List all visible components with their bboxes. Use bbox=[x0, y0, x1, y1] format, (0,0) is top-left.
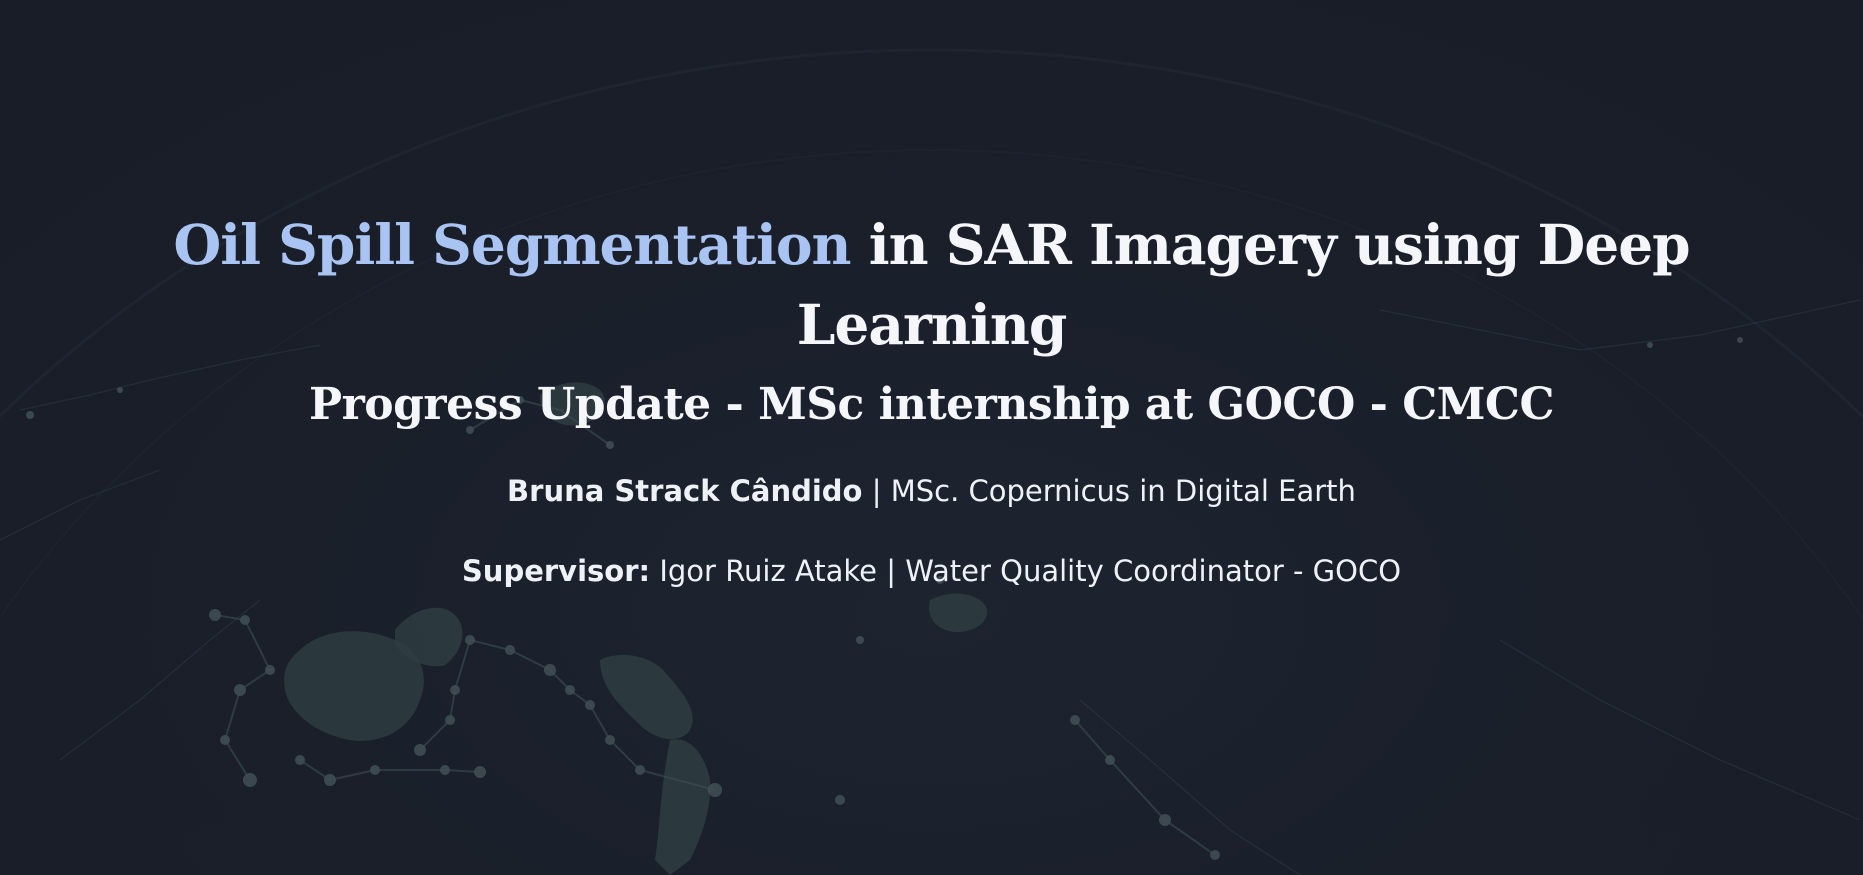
author-line bbox=[0, 471, 1863, 511]
author-name: Bruna Strack Cândido bbox=[507, 474, 863, 508]
supervisor-details: Igor Ruiz Atake | Water Quality Coordinator - GOCO bbox=[650, 554, 1402, 588]
slide-content bbox=[0, 205, 1863, 591]
title-highlight: Oil Spill Segmentation bbox=[173, 212, 851, 277]
supervisor-label: Supervisor: bbox=[461, 554, 651, 588]
slide-title bbox=[152, 205, 1712, 365]
slide-subtitle: Progress Update - MSc internship at GOCO - CMCC bbox=[309, 379, 1554, 430]
title-rest: in SAR Imagery using Deep Learning bbox=[796, 212, 1690, 357]
author-details: | MSc. Copernicus in Digital Earth bbox=[862, 474, 1356, 508]
supervisor-line bbox=[0, 551, 1863, 591]
